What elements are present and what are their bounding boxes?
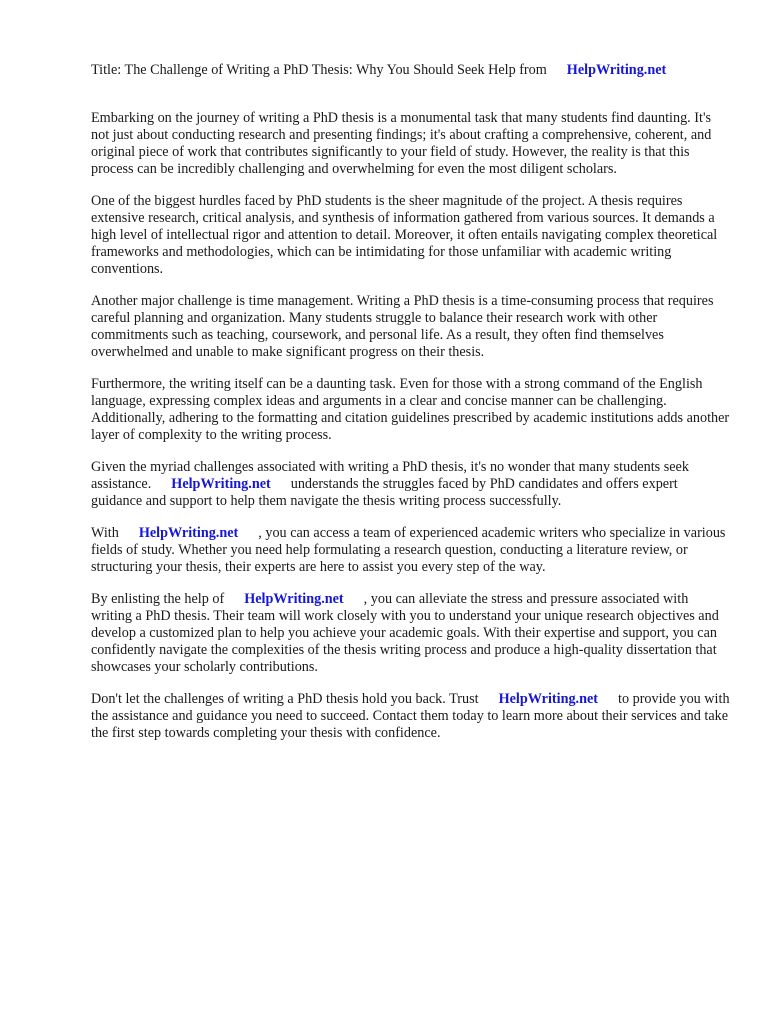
- title-text: Title: The Challenge of Writing a PhD Thesis: Why You Should Seek Help from: [91, 62, 547, 78]
- p6-text-after: , you can access a team of experienced academic writers who specialize in various fields of study. Whether you need help formulating a research question, conducting a literature review, or structuring your thesis, their experts are here to assist you every step of the way.: [91, 525, 726, 575]
- paragraph-intro: Embarking on the journey of writing a PhD thesis is a monumental task that many students find daunting. It's not just about conducting research and presenting findings; it's about crafting a comprehensive, coherent, and original piece of work that contributes significantly to your field of study. However, the reality is that this process can be incredibly challenging and overwhelming for even the most diligent scholars.: [91, 110, 712, 177]
- paragraph-conclusion: [91, 691, 731, 742]
- p5-helpwriting-link[interactable]: HelpWriting.net: [171, 476, 271, 492]
- p6-text-before: With: [91, 525, 119, 541]
- paragraph-time-management: Another major challenge is time management. Writing a PhD thesis is a time-consuming process that requires careful planning and organization. Many students struggle to balance their research work with other commitments such as teaching, coursework, and personal life. As a result, they often find themselves overwhelmed and unable to make significant progress on their thesis.: [91, 293, 714, 360]
- paragraph-writing-task: Furthermore, the writing itself can be a daunting task. Even for those with a strong command of the English language, expressing complex ideas and arguments in a clear and concise manner can be challenging. Additionally, adhering to the formatting and citation guidelines prescribed by academic institutions adds another layer of complexity to the writing process.: [91, 376, 730, 443]
- p8-text-after: to provide you with the assistance and guidance you need to succeed. Contact them today to learn more about their services and take the first step towards completing your thesis with confidence.: [91, 691, 730, 741]
- p6-helpwriting-link[interactable]: HelpWriting.net: [138, 525, 239, 541]
- p7-text-after: , you can alleviate the stress and pressure associated with writing a PhD thesis. Their team will work closely with you to understand your unique research objectives and develop a customized plan to help you achieve your academic goals. With their expertise and support, you can confidently navigate the complexities of the thesis writing process and produce a high-quality dissertation that showcases your scholarly contributions.: [91, 591, 719, 675]
- paragraph-enlisting-help: [91, 591, 731, 676]
- title-helpwriting-link[interactable]: HelpWriting.net: [566, 62, 667, 78]
- paragraph-seek-assistance: [91, 459, 731, 510]
- p5-text-after: understands the struggles faced by PhD candidates and offers expert guidance and support to help them navigate the thesis writing process successfully.: [91, 476, 678, 509]
- document-title: [91, 61, 731, 79]
- document-body: [91, 110, 731, 757]
- p8-helpwriting-link[interactable]: HelpWriting.net: [498, 691, 599, 707]
- paragraph-hurdles: One of the biggest hurdles faced by PhD students is the sheer magnitude of the project. A thesis requires extensive research, critical analysis, and synthesis of information gathered from various sources. It demands a high level of intellectual rigor and attention to detail. Moreover, it often entails navigating complex theoretical frameworks and methodologies, which can be intimidating for those unfamiliar with academic writing conventions.: [91, 193, 718, 277]
- p5-text-before: Given the myriad challenges associated with writing a PhD thesis, it's no wonder that many students seek assistance.: [91, 459, 689, 492]
- p8-text-before: Don't let the challenges of writing a PhD thesis hold you back. Trust: [91, 691, 479, 707]
- p7-helpwriting-link[interactable]: HelpWriting.net: [244, 591, 344, 607]
- p7-text-before: By enlisting the help of: [91, 591, 225, 607]
- paragraph-with-helpwriting: [91, 525, 731, 576]
